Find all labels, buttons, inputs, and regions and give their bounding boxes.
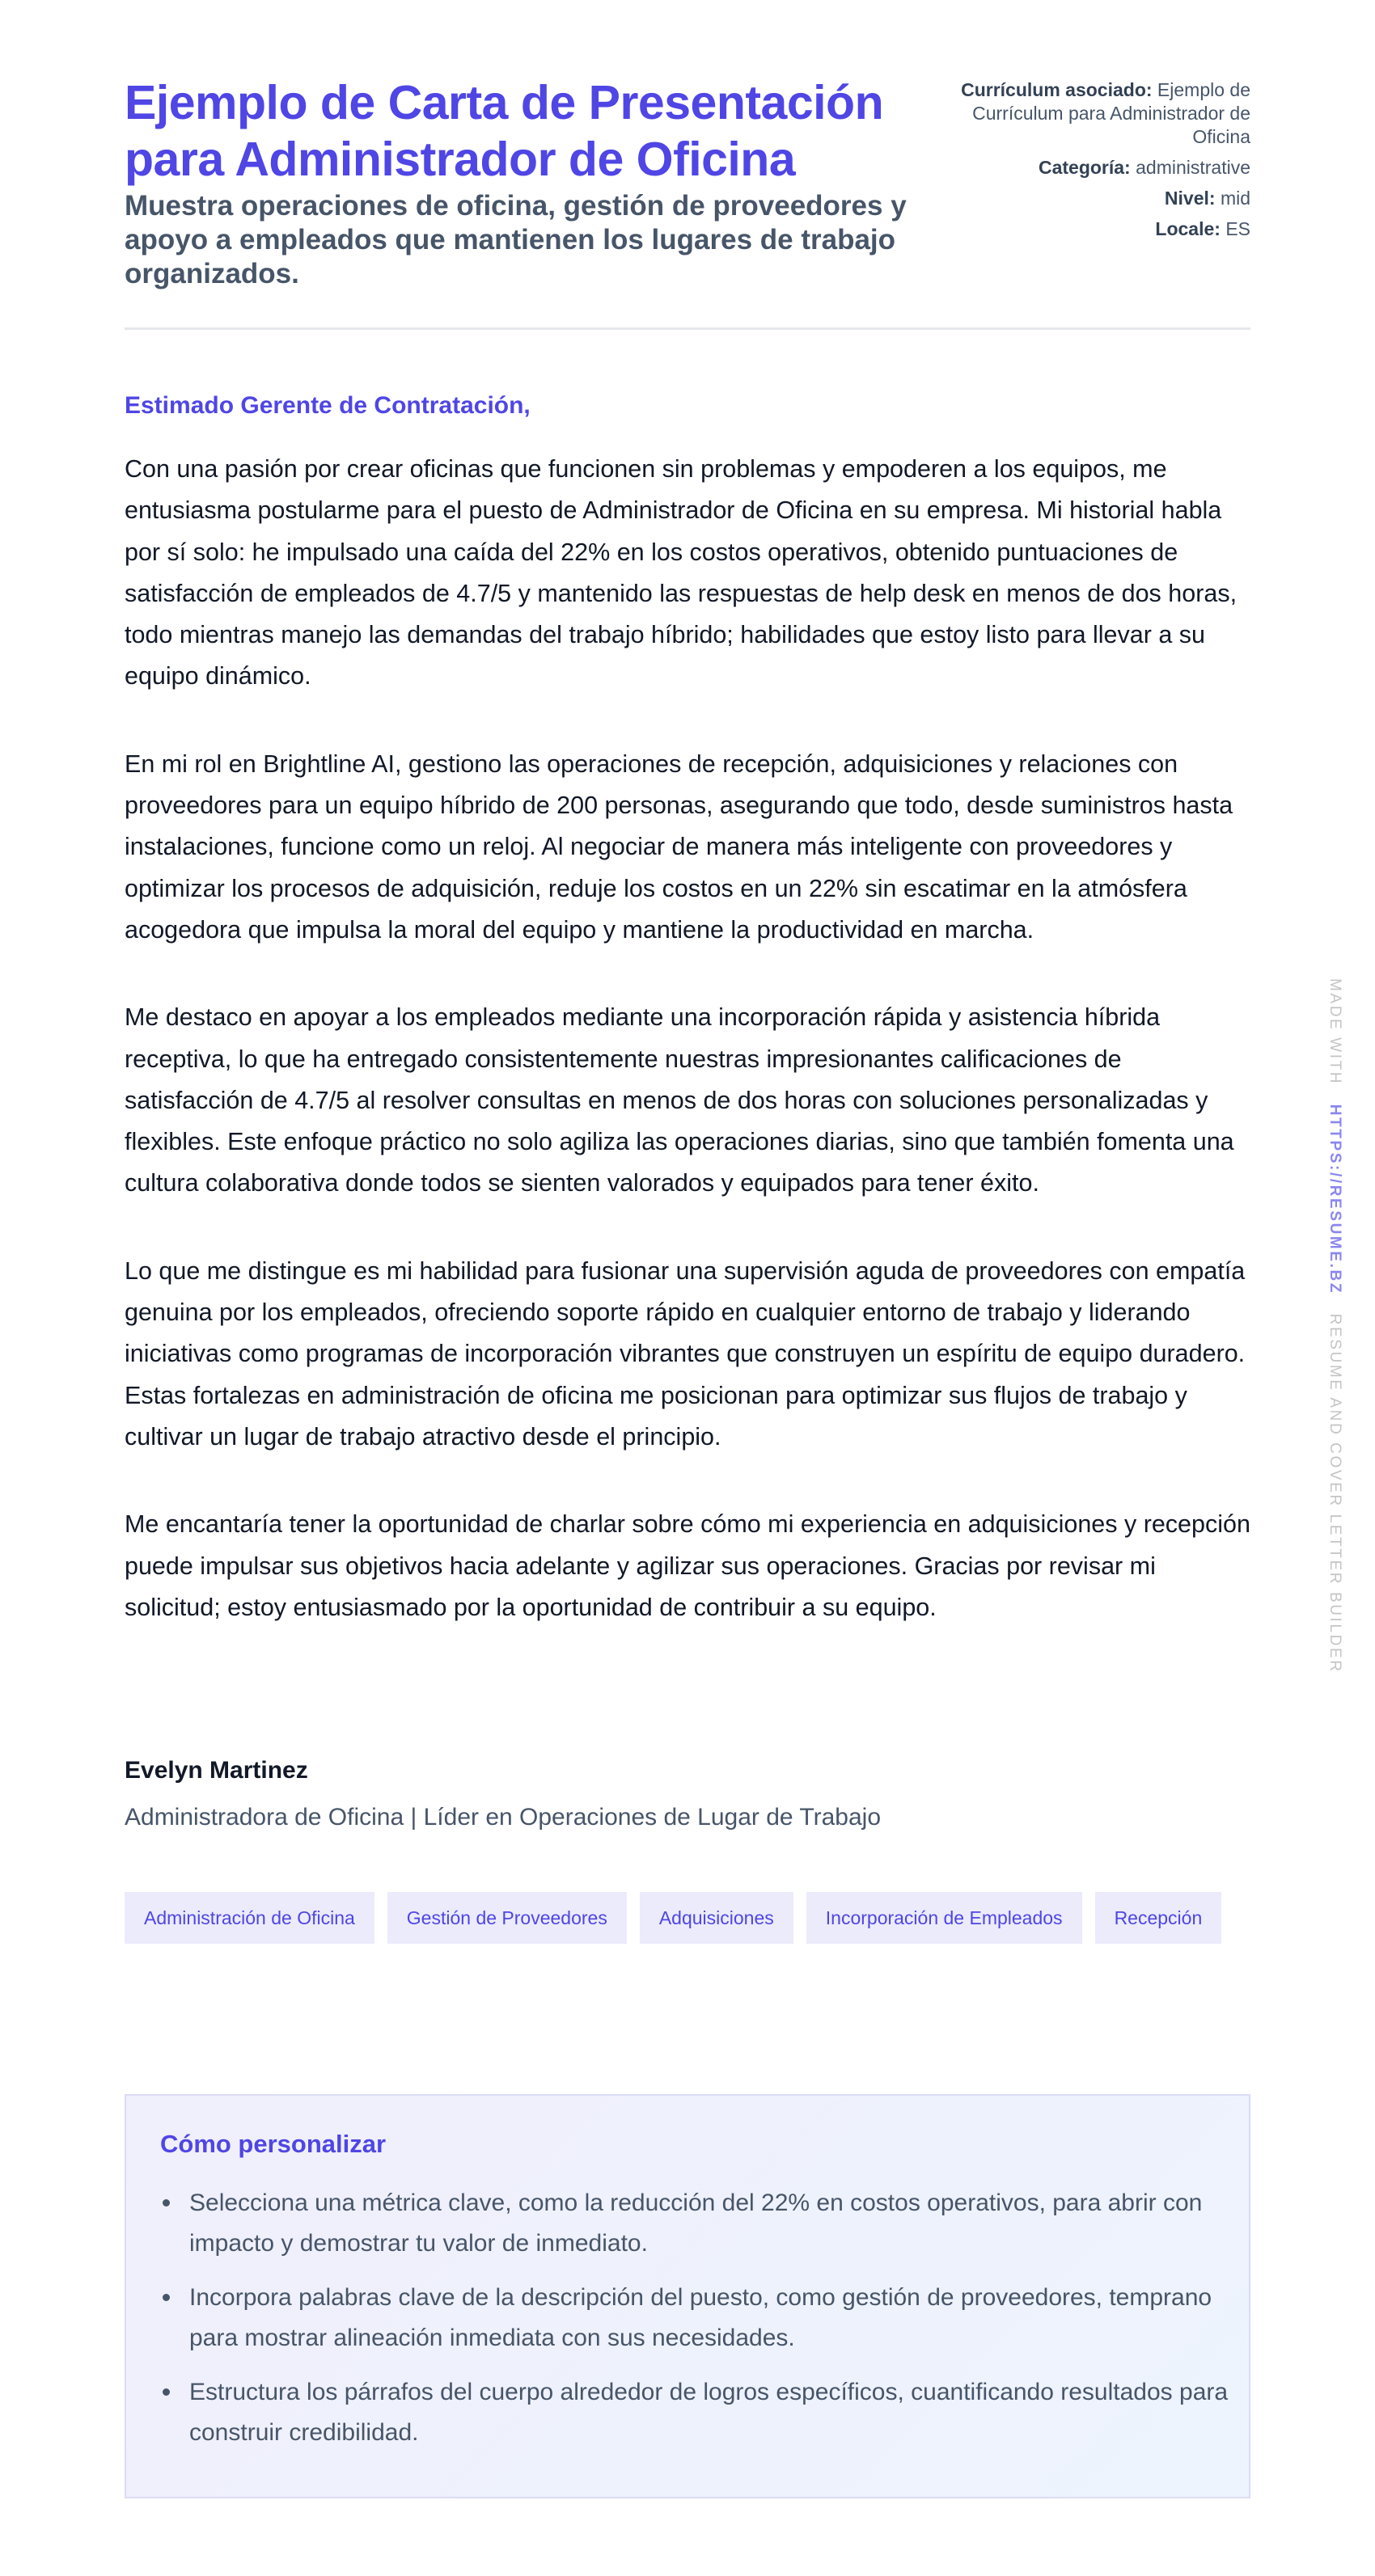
meta-category	[927, 156, 1250, 179]
meta-value: mid	[1220, 188, 1250, 209]
skill-tag: Administración de Oficina	[125, 1892, 374, 1944]
tips-list-item	[189, 2278, 1241, 2359]
letter-paragraph: Con una pasión por crear oficinas que funcionen sin problemas y empoderen a los equipos, me entusiasma postularme para el puesto de Administrador de Oficina en su empresa. Mi historial habla por sí solo: he impulsado una caída del 22% en los costos operativos, obtenido puntuaciones de satisfacción de empleados de 4.7/5 y mantenido las respuestas de help desk en menos de dos horas, todo mientras manejo las demandas del trabajo híbrido; habilidades que estoy listo para llevar a su equipo dinámico.	[125, 455, 1238, 690]
skill-tag: Gestión de Proveedores	[387, 1892, 627, 1944]
meta-key: Currículum asociado:	[961, 79, 1153, 100]
bullet-icon	[163, 2388, 170, 2396]
tips-list	[160, 2183, 1241, 2467]
meta-value: Ejemplo de Currículum para Administrador de Oficina	[972, 79, 1250, 147]
meta-associated-resume	[927, 78, 1250, 149]
skill-tag: Incorporación de Empleados	[806, 1892, 1082, 1944]
signature-role: Administradora de Oficina | Líder en Operaciones de Lugar de Trabajo	[125, 1804, 882, 1831]
letter-paragraph: Me encantaría tener la oportunidad de charlar sobre cómo mi experiencia en adquisiciones y recepción puede impulsar sus objetivos hacia adelante y agilizar sus operaciones. Gracias por revisar mi solicitud; estoy entusiasmado por la oportunidad de contribuir a su equipo.	[125, 1510, 1250, 1621]
watermark-suffix: RESUME AND COVER LETTER BUILDER	[1326, 1313, 1343, 1674]
header-divider	[125, 327, 1250, 330]
meta-key: Nivel:	[1164, 188, 1216, 209]
tips-list-item	[189, 2372, 1241, 2453]
page-header	[125, 74, 1250, 317]
letter-paragraph: Me destaco en apoyar a los empleados mediante una incorporación rápida y asistencia híbrida receptiva, lo que ha entregado consistentemente nuestras impresionantes calificaciones de satisfacción de 4.7/5 al resolver consultas en menos de dos horas con soluciones personalizadas y flexibles. Este enfoque práctico no solo agiliza las operaciones diarias, sino que también fomenta una cultura colaborativa donde todos se sienten valorados y equipados para tener éxito.	[125, 1003, 1234, 1197]
meta-locale	[927, 217, 1250, 241]
letter-paragraph: Lo que me distingue es mi habilidad para fusionar una supervisión aguda de proveedores con empatía genuina por los empleados, ofreciendo soporte rápido en cualquier entorno de trabajo y liderando iniciativas como programas de incorporación vibrantes que construyen un espíritu de equipo duradero. Estas fortalezas en administración de oficina me posicionan para optimizar sus flujos de trabajo y cultivar un lugar de trabajo atractivo desde el principio.	[125, 1256, 1246, 1451]
customization-tips	[125, 2094, 1250, 2498]
skill-tag: Adquisiciones	[640, 1892, 793, 1944]
page-title: Ejemplo de Carta de Presentación para Administrador de Oficina	[125, 76, 884, 186]
letter-greeting: Estimado Gerente de Contratación,	[125, 392, 531, 419]
tips-list-item	[189, 2183, 1241, 2264]
tip-text: Estructura los párrafos del cuerpo alrededor de logros específicos, cuantificando resultados para construir credibilidad.	[189, 2379, 1229, 2446]
meta-key: Locale:	[1155, 218, 1221, 239]
tips-title: Cómo personalizar	[160, 2130, 387, 2158]
skill-tags	[125, 1892, 1250, 1944]
tip-text: Incorpora palabras clave de la descripción del puesto, como gestión de proveedores, temprano para mostrar alineación inmediata con sus necesidades.	[189, 2284, 1212, 2351]
letter-body	[125, 449, 1250, 1674]
watermark-link[interactable]: HTTPS://RESUME.BZ	[1326, 1104, 1343, 1295]
watermark-prefix: MADE WITH	[1326, 978, 1343, 1086]
skill-tag: Recepción	[1095, 1892, 1222, 1944]
meta-info	[927, 78, 1250, 248]
signature-name: Evelyn Martinez	[125, 1757, 308, 1784]
page-subtitle: Muestra operaciones de oficina, gestión de proveedores y apoyo a empleados que mantienen los lugares de trabajo organizados.	[125, 190, 907, 289]
bullet-icon	[163, 2294, 170, 2301]
watermark-text	[1325, 978, 1344, 1674]
meta-value: ES	[1225, 218, 1250, 239]
meta-key: Categoría:	[1038, 157, 1131, 178]
vertical-watermark	[1312, 978, 1344, 1674]
tip-text: Selecciona una métrica clave, como la reducción del 22% en costos operativos, para abrir con impacto y demostrar tu valor de inmediato.	[189, 2190, 1203, 2257]
bullet-icon	[163, 2199, 170, 2206]
meta-value: administrative	[1136, 157, 1250, 178]
meta-level	[927, 187, 1250, 210]
letter-paragraph: En mi rol en Brightline AI, gestiono las operaciones de recepción, adquisiciones y relaciones con proveedores para un equipo híbrido de 200 personas, asegurando que todo, desde suministros hasta instalaciones, funcione como un reloj. Al negociar de manera más inteligente con proveedores y optimizar los procesos de adquisición, reduje los costos en un 22% sin escatimar en la atmósfera acogedora que impulsa la moral del equipo y mantiene la productividad en marcha.	[125, 750, 1233, 944]
